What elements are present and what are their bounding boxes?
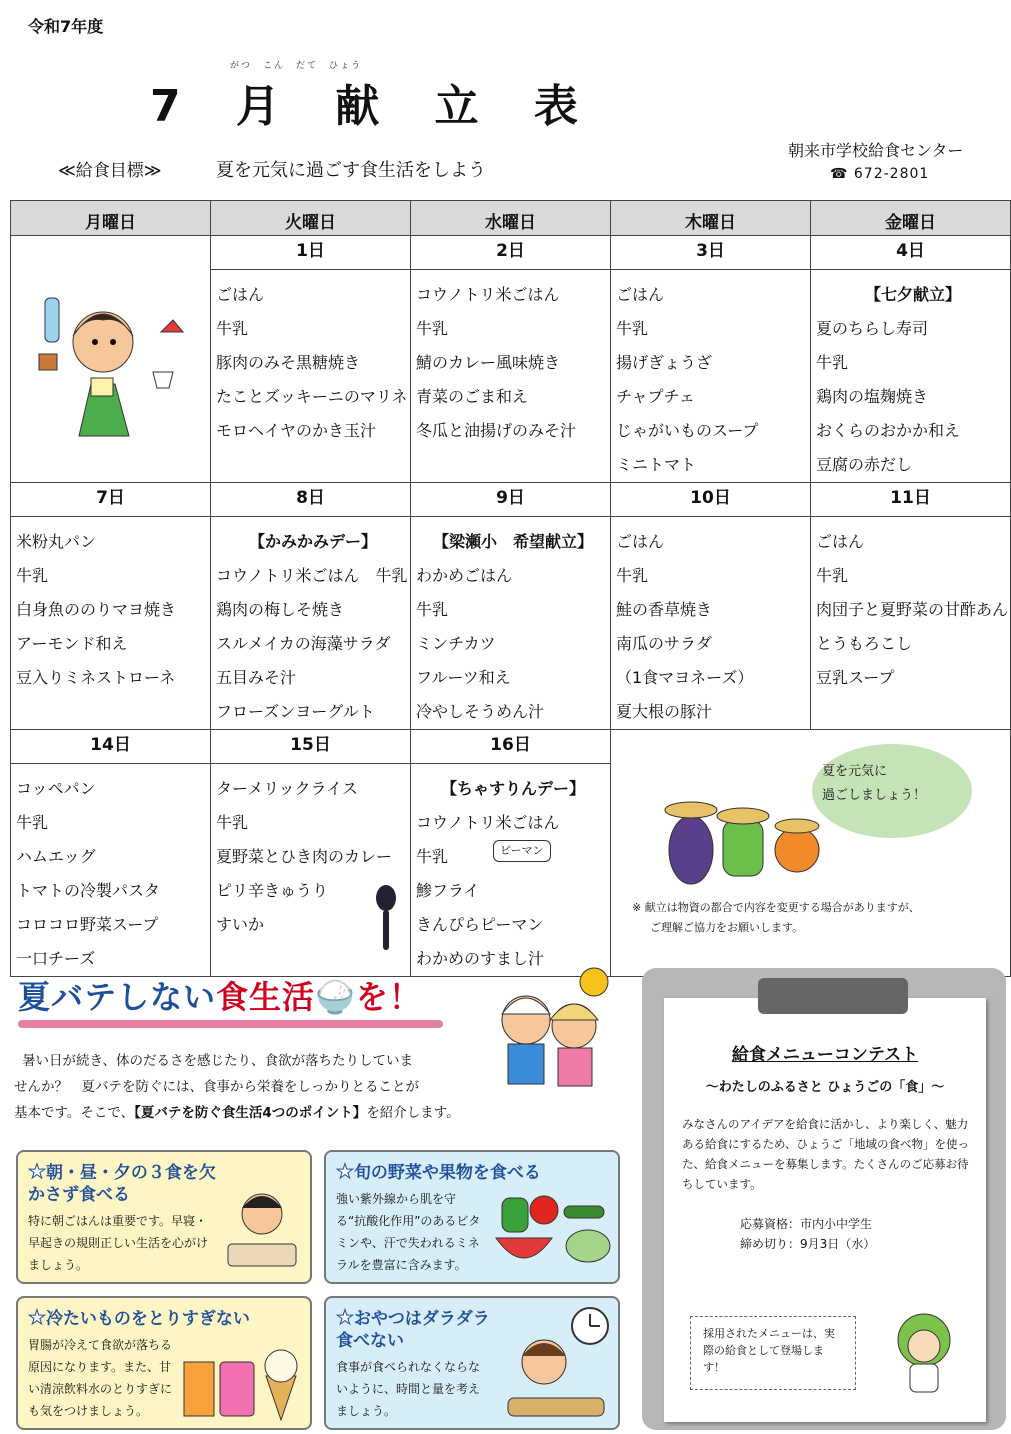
day-3: 3日 — [611, 236, 811, 270]
bubble-text: 夏を元気に 過ごしましょう！ — [822, 764, 927, 803]
intro-3a: 基本です。そこで、 — [14, 1105, 135, 1121]
dish: 豚肉のみそ黒糖焼き — [216, 353, 361, 372]
dish: 夏大根の豚汁 — [616, 702, 713, 721]
title-underline — [18, 1020, 443, 1028]
day-2-menu — [411, 270, 611, 483]
dish: 五目みそ汁 — [216, 668, 297, 687]
kids-cheering-illustration — [470, 962, 620, 1092]
dish: ターメリックライス — [216, 779, 358, 798]
pepper-speech-bubble: ピーマン — [493, 840, 551, 862]
era-label: 令和7年度 — [28, 17, 104, 36]
dish: わかめのすまし汁 — [416, 949, 545, 968]
dish: スルメイカの海藻サラダ — [216, 634, 391, 653]
dish: ミニトマト — [616, 455, 697, 474]
tip-body: 胃腸が冷えて食欲が落ちる原因になります。また、甘い清涼飲料水のとりすぎにも気をつけましょう。 — [28, 1338, 173, 1418]
tip-body: 特に朝ごはんは重要です。早寝・早起きの規則正しい生活を心がけましょう。 — [28, 1214, 209, 1272]
day-1-menu — [211, 270, 411, 483]
chasurin-tag: 【ちゃすりんデー】 — [440, 779, 585, 798]
day-7-menu — [11, 517, 211, 730]
day-8: 8日 — [211, 483, 411, 517]
adopted-menu-note: 採用されたメニューは、実際の給食として登場します！ — [690, 1316, 856, 1390]
weekday-header-row — [11, 201, 1011, 236]
week1-daynum-row — [11, 236, 1011, 270]
dish: 豆乳スープ — [816, 668, 895, 687]
dish: ピリ辛きゅうり — [216, 881, 329, 900]
day-15: 15日 — [211, 730, 411, 764]
dish: アーモンド和え — [16, 634, 128, 653]
dish: ごはん — [616, 532, 665, 551]
star-icon: ★ — [336, 1305, 354, 1329]
day-4-menu — [811, 270, 1011, 483]
dish: 牛乳 — [616, 319, 649, 338]
dish: ごはん — [816, 532, 865, 551]
tanabata-tag: 【七夕献立】 — [864, 285, 961, 304]
rice-bowl-icon: 🍚 — [315, 978, 356, 1016]
tip-body: 食事が食べられなくならないように、時間と量を考えましょう。 — [336, 1360, 481, 1418]
contest-details — [740, 1214, 875, 1254]
intro-3b: 【夏バテを防ぐ食生活4つのポイント】 — [134, 1105, 367, 1121]
dish: 豆腐の赤だし — [816, 455, 913, 474]
dish: フローズンヨーグルト — [216, 702, 375, 721]
dish: 夏野菜とひき肉のカレー — [216, 847, 393, 866]
day-11: 11日 — [811, 483, 1011, 517]
contest-title: 給食メニューコンテスト — [731, 1045, 919, 1065]
weekday-tue: 火曜日 — [211, 201, 411, 236]
dish: 牛乳 — [816, 353, 849, 372]
dish: 鶏肉の梅しそ焼き — [216, 600, 345, 619]
dish: コウノトリ米ごはん — [416, 285, 560, 304]
dish: （1食マヨネーズ） — [616, 668, 754, 687]
dish: 冬瓜と油揚げのみそ汁 — [416, 421, 577, 440]
star-icon: ★ — [336, 1159, 354, 1183]
dish: 鮭の香草焼き — [616, 600, 713, 619]
intro-line-3 — [14, 1100, 464, 1126]
summer-title-a: 夏バテしない — [18, 978, 217, 1016]
dish: おくらのおかか和え — [816, 421, 961, 440]
cold-drinks-icecream-illustration — [180, 1332, 304, 1422]
intro-line-1: 暑い日が続き、体のだるさを感じたり、食欲が落ちたりしていま — [22, 1053, 413, 1069]
dish: ハムエッグ — [16, 847, 96, 866]
dish: 牛乳 — [416, 847, 449, 866]
summer-title-c: を！ — [355, 978, 422, 1016]
dish: コッペパン — [16, 779, 96, 798]
dish: 肉団子と夏野菜の甘酢あん — [816, 600, 1009, 619]
dish: トマトの冷製パスタ — [16, 881, 161, 900]
dish: たことズッキーニのマリネ — [216, 387, 408, 406]
vegetables-fruits-illustration — [492, 1188, 612, 1274]
contest-qualification: 応募資格：市内小中学生 — [740, 1217, 873, 1231]
kamikami-tag: 【かみかみデー】 — [248, 532, 377, 551]
dish: 牛乳 — [16, 813, 49, 832]
day-3-menu — [611, 270, 811, 483]
note-line-1: ※ 献立は物資の都合で内容を変更する場合がありますが、 — [632, 901, 920, 914]
dish: 牛乳 — [216, 319, 249, 338]
day-10-menu — [611, 517, 811, 730]
intro-3c: を紹介します。 — [366, 1105, 460, 1121]
dish: モロヘイヤのかき玉汁 — [216, 421, 377, 440]
boy-eating-illustration — [222, 1184, 302, 1274]
weekday-thu: 木曜日 — [611, 201, 811, 236]
dish: きんぴらピーマン — [416, 915, 544, 934]
tip-title: ★朝・昼・夕の３食を欠かさず食べる — [28, 1159, 216, 1205]
dish: ごはん — [216, 285, 265, 304]
day-4: 4日 — [811, 236, 1011, 270]
summer-title-b: 食生活 — [216, 978, 316, 1016]
dish: 牛乳 — [616, 566, 649, 585]
dish: 南瓜のサラダ — [616, 634, 712, 653]
tip-title: ★おやつはダラダラ食べない — [336, 1305, 490, 1351]
intro-line-2: せんか？ 夏バテを防ぐには、食事から栄養をしっかりとることが — [14, 1079, 419, 1095]
dish: ごはん — [616, 285, 665, 304]
dish: フルーツ和え — [416, 668, 511, 687]
girl-clock-illustration — [494, 1304, 614, 1422]
weekday-wed: 水曜日 — [411, 201, 611, 236]
tip-title: ★冷たいものをとりすぎない — [28, 1305, 250, 1329]
day-14: 14日 — [11, 730, 211, 764]
summer-section-title — [18, 972, 422, 1018]
dish: 鯖のカレー風味焼き — [416, 353, 561, 372]
tip-snacks — [324, 1296, 620, 1430]
day-16-menu — [411, 764, 611, 977]
day-1: 1日 — [211, 236, 411, 270]
tip-three-meals — [16, 1150, 312, 1284]
intro-text — [14, 1048, 464, 1126]
dish: 牛乳 — [216, 813, 249, 832]
center-name: 朝来市学校給食センター — [788, 141, 964, 160]
chasurin-mascot-illustration — [884, 1306, 964, 1396]
clipboard-clip — [758, 978, 908, 1014]
contest-subtitle: ～わたしのふるさと ひょうごの「食」～ — [705, 1080, 945, 1095]
week2-dishes-row — [11, 517, 1011, 730]
contest-body: みなさんのアイデアを給食に活かし、より楽しく、魅力ある給食にするため、ひょうご「地域の食べ物」を使った、給食メニューを募集します。たくさんのご応募お待ちしています。 — [682, 1117, 970, 1191]
day-9: 9日 — [411, 483, 611, 517]
dish: 鯵フライ — [416, 881, 480, 900]
title-ruby: がつ こん だて ひょう — [230, 61, 363, 71]
dish: 揚げぎょうざ — [616, 353, 713, 372]
menu-change-note — [632, 898, 920, 938]
day-7: 7日 — [11, 483, 211, 517]
dish: チャプチェ — [616, 387, 696, 406]
note-line-2: ご理解ご協力をお願いします。 — [650, 921, 804, 934]
dish: コロコロ野菜スープ — [16, 915, 159, 934]
dish: 牛乳 — [416, 319, 449, 338]
tip-title: ★旬の野菜や果物を食べる — [336, 1159, 541, 1183]
contest-deadline: 締め切り：9月3日（水） — [740, 1237, 876, 1251]
dish: コウノトリ米ごはん — [416, 813, 560, 832]
star-icon: ★ — [28, 1305, 46, 1329]
spoon-icon — [371, 884, 401, 954]
goal-label: ≪給食目標≫ — [58, 161, 162, 181]
tip-cold-food — [16, 1296, 312, 1430]
weekday-mon: 月曜日 — [11, 201, 211, 236]
dish: じゃがいものスープ — [616, 421, 759, 440]
dish: 鶏肉の塩麹焼き — [816, 387, 929, 406]
week1-mon-illustration — [11, 236, 211, 483]
weekday-fri: 金曜日 — [811, 201, 1011, 236]
dish: 白身魚ののりマヨ焼き — [16, 600, 177, 619]
dish: ミンチカツ — [416, 634, 496, 653]
dish: 青菜のごま和え — [416, 387, 529, 406]
girl-drinking-illustration — [11, 236, 207, 470]
star-icon: ★ — [28, 1159, 46, 1183]
dish: 豆入りミネストローネ — [16, 668, 176, 687]
day-15-menu — [211, 764, 411, 977]
goal-text: 夏を元気に過ごす食生活をしよう — [216, 160, 486, 181]
dish: 牛乳 — [16, 566, 49, 585]
dish: 牛乳 — [816, 566, 849, 585]
day-16: 16日 — [411, 730, 611, 764]
phone-number: ☎ 672-2801 — [830, 166, 930, 182]
encouragement-bubble — [812, 744, 972, 838]
tip-body: 強い紫外線から肌を守る“抗酸化作用”のあるビタミンや、汗で失われるミネラルを豊富に含みます。 — [336, 1192, 481, 1272]
day-11-menu — [811, 517, 1011, 730]
dish: わかめごはん — [416, 566, 513, 585]
dish: すいか — [216, 915, 265, 934]
page-title: 7 月 献 立 表 — [150, 81, 598, 132]
dish: とうもろこし — [816, 634, 913, 653]
day-14-menu — [11, 764, 211, 977]
dish: 牛乳 — [416, 600, 449, 619]
day-2: 2日 — [411, 236, 611, 270]
dish: 冷やしそうめん汁 — [416, 702, 545, 721]
day-10: 10日 — [611, 483, 811, 517]
menu-table — [10, 200, 1011, 977]
day-8-menu — [211, 517, 411, 730]
dish: コウノトリ米ごはん 牛乳 — [216, 566, 408, 585]
dish: 夏のちらし寿司 — [816, 319, 929, 338]
tip-seasonal-produce — [324, 1150, 620, 1284]
dish: 一口チーズ — [16, 949, 96, 968]
dish: 米粉丸パン — [16, 532, 97, 551]
week2-daynum-row — [11, 483, 1011, 517]
day-9-menu — [411, 517, 611, 730]
request-menu-tag: 【梁瀬小 希望献立】 — [432, 532, 593, 551]
